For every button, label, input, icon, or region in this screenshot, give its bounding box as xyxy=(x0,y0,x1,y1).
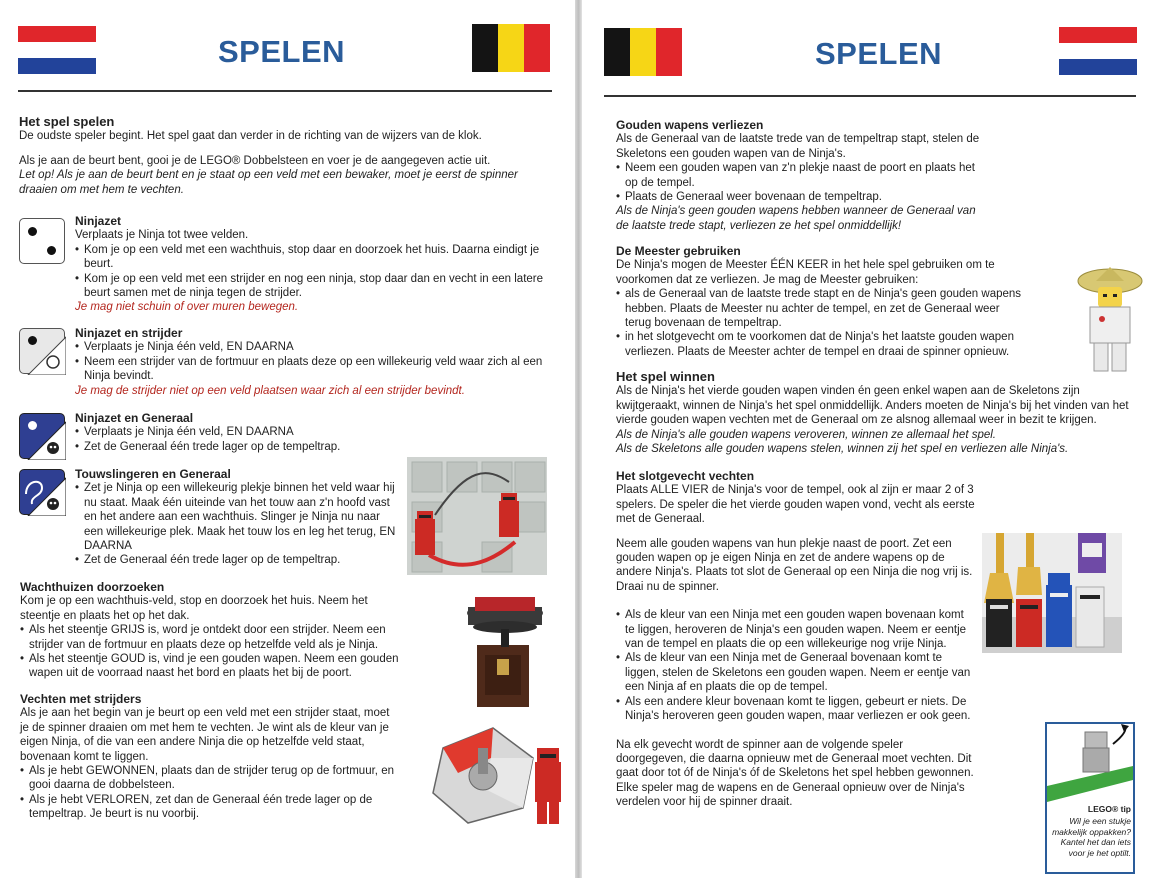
list-item: • Als je hebt GEWONNEN, plaats dan de strijder terug op de fortmuur, en gooi daarna de dobbelsteen. xyxy=(20,764,400,793)
action-touwslingeren xyxy=(75,467,399,568)
section-text: Plaats ALLE VIER de Ninja's voor de tempel, ook al zijn er maar 2 of 3 spelers. De speler die het vierde gouden wapen vond, vecht als eerste met de Generaal. xyxy=(616,484,975,526)
list-item: • Als je hebt VERLOREN, zet dan de Generaal één trede lager op de tempeltrap. Je beurt is nu voorbij. xyxy=(20,793,400,822)
lego-tip-illustration xyxy=(1047,724,1133,804)
section-text: Als de Ninja's het vierde gouden wapen vinden én geen enkel wapen aan de Skeletons zijn kwijtgeraakt, winnen de Ninja's het spel onmiddellijk. Anders moeten de Ninja's bij het vinden van het vierde gouden wapen vechten met de Generaal om ze alsnog allemaal weer in bezit te krijgen. xyxy=(616,385,1129,427)
list-item: • Kom je op een veld met een wachthuis, stop daar en doorzoek het huis. Daarna eindigt je beurt. xyxy=(75,243,545,272)
section-text: Als je aan het begin van je beurt op een veld met een strijder staat, moet je de spinner draaien om met hem te vechten. Je wint als de kleur van je eigen Ninja, of die van een andere Ninja die op hetzelfde veld staat, bovenaan komt te liggen. xyxy=(20,707,390,763)
section-text: Neem alle gouden wapens van hun plekje naast de poort. Zet een gouden wapen op je eigen Ninja en zet de andere wapens op de andere Ninja's. Plaats tot slot de Generaal op een Ninja die nog vrij is. Draai nu de spinner. xyxy=(616,537,973,593)
spinner-illustration xyxy=(423,718,568,830)
dutch-flag-icon xyxy=(1059,27,1137,75)
dice-ninja-warrior-icon xyxy=(19,328,65,374)
list-item: • Plaats de Generaal weer bovenaan de tempeltrap. xyxy=(616,190,986,204)
list-item: • Zet de Generaal één trede lager op de tempeltrap. xyxy=(75,553,399,567)
action-heading: Touwslingeren en Generaal xyxy=(75,467,231,481)
belgian-flag-icon xyxy=(472,24,550,72)
action-heading: Ninjazet xyxy=(75,214,122,228)
section-text: De Ninja's mogen de Meester ÉÉN KEER in het hele spel gebruiken om te voorkomen dat ze verliezen. Je mag de Meester gebruiken: xyxy=(616,259,995,286)
action-heading: Ninjazet en Generaal xyxy=(75,411,194,425)
wachthuizen-section xyxy=(20,580,400,681)
guardhouse-illustration xyxy=(465,593,547,711)
section-heading: Gouden wapens verliezen xyxy=(616,118,764,132)
vechten-section xyxy=(20,692,400,822)
list-item: • Verplaats je Ninja één veld, EN DAARNA xyxy=(75,425,545,439)
dice-rope-general-icon xyxy=(19,469,65,515)
list-item: • Neem een gouden wapen van z'n plekje naast de poort en plaats het op de tempel. xyxy=(616,161,986,190)
slotgevecht-section xyxy=(616,469,976,810)
section-heading: Het spel winnen xyxy=(616,369,715,384)
left-page xyxy=(0,0,575,878)
action-heading: Ninjazet en strijder xyxy=(75,326,183,340)
tip-text: Wil je een stukje makkelijk oppakken? Kantel het dan iets voor je het optilt. xyxy=(1052,816,1131,858)
list-item: • Verplaats je Ninja één veld, EN DAARNA xyxy=(75,340,545,354)
section-heading: De Meester gebruiken xyxy=(616,244,741,258)
list-item: • als de Generaal van de laatste trede stapt en de Ninja's geen gouden wapens hebben. Plaats de Meester nu achter de tempel, en zet de Generaal weer terug bovenaan de tempeltrap. xyxy=(616,287,1028,330)
list-item: • Zet de Generaal één trede lager op de tempeltrap. xyxy=(75,440,545,454)
header-divider xyxy=(18,90,552,92)
meester-section xyxy=(616,244,1028,359)
gouden-wapens-section xyxy=(616,118,986,233)
section-heading: Vechten met strijders xyxy=(20,692,142,706)
action-note: Je mag niet schuin of over muren bewegen. xyxy=(75,301,299,314)
dice-two-icon xyxy=(19,218,65,264)
section-heading: Wachthuizen doorzoeken xyxy=(20,580,165,594)
page-title: SPELEN xyxy=(815,36,943,71)
list-item: • Neem een strijder van de fortmuur en plaats deze op een willekeurig veld waar zich al een Ninja bevindt. xyxy=(75,355,545,384)
master-minifig-illustration xyxy=(1076,265,1144,373)
dice-ninja-general-icon xyxy=(19,413,65,459)
belgian-flag-icon xyxy=(604,28,682,76)
list-item: • in het slotgevecht om te voorkomen dat de Ninja's het laatste gouden wapen verliezen. Plaats de Meester achter de tempel en draai de spinner opnieuw. xyxy=(616,330,1028,359)
right-page xyxy=(582,0,1157,878)
section-heading: Het slotgevecht vechten xyxy=(616,469,755,483)
section-heading: Het spel spelen xyxy=(19,114,115,129)
section-text: Kom je op een wachthuis-veld, stop en doorzoek het huis. Neem het steentje en plaats het op het dak. xyxy=(20,595,368,622)
list-item: • Als de kleur van een Ninja met de Generaal bovenaan komt te liggen, stelen de Skeletons een gouden wapen. Neem er eentje van een Ninja af en plaats die op de tempel. xyxy=(616,651,976,694)
section-note: Als de Ninja's geen gouden wapens hebben wanneer de Generaal van de laatste trede stapt, verliezen ze het spel onmiddellijk! xyxy=(616,205,976,232)
list-item: • Als een andere kleur bovenaan komt te liggen, gebeurt er niets. De Ninja's heroveren geen gouden wapen, maar verliezen er ook geen. xyxy=(616,695,976,724)
list-item: • Als het steentje GOUD is, vind je een gouden wapen. Neem een gouden wapen uit de voorraad naast het bord en plaats het bij de poort. xyxy=(20,652,400,681)
dutch-flag-icon xyxy=(18,26,96,74)
intro-text: Als je aan de beurt bent, gooi je de LEGO® Dobbelsteen en voer je de aangegeven actie uit. xyxy=(19,154,491,167)
intro-section xyxy=(19,115,559,197)
section-text: Als de Generaal van de laatste trede van de tempeltrap stapt, stelen de Skeletons een gouden wapen van de Ninja's. xyxy=(616,133,980,160)
list-item: • Kom je op een veld met een strijder en nog een ninja, stop daar dan en vecht in een latere beurt samen met de ninja tegen de strijder. xyxy=(75,272,545,301)
action-ninjazet-generaal xyxy=(75,411,545,454)
header-divider xyxy=(604,95,1136,97)
section-note: Als de Skeletons alle gouden wapens stelen, winnen zij het spel en verliezen alle Ninja's. xyxy=(616,443,1069,456)
tip-label: LEGO® tip xyxy=(1087,804,1131,814)
action-note: Je mag de strijder niet op een veld plaatsen waar zich al een strijder bevindt. xyxy=(75,384,465,397)
action-ninjazet-strijder xyxy=(75,326,545,398)
section-note: Als de Ninja's alle gouden wapens veroveren, winnen ze allemaal het spel. xyxy=(616,428,997,441)
ninjas-golden-weapons-illustration xyxy=(982,533,1122,653)
lego-tip-box xyxy=(1045,722,1135,874)
list-item: • Als het steentje GRIJS is, word je ontdekt door een strijder. Neem een strijder van de fortmuur en plaats deze op hetzelfde veld als je Ninja. xyxy=(20,623,400,652)
page-title: SPELEN xyxy=(218,34,346,69)
section-text: Na elk gevecht wordt de spinner aan de volgende speler doorgegeven, die daarna opnieuw met de Generaal moet vechten. Dit gaat door tot óf de Ninja's óf de Skeletons het spel hebben gewonnen. Elke speler mag de wapens en de Generaal opnieuw over de Ninja's verdelen voor hij de spinner draait. xyxy=(616,738,974,809)
rope-swing-illustration xyxy=(407,457,547,575)
intro-note: Let op! Als je aan de beurt bent en je staat op een veld met een bewaker, moet je eerst de spinner draaien om met hem te vechten. xyxy=(19,169,518,196)
list-item: • Als de kleur van een Ninja met een gouden wapen bovenaan komt te liggen, heroveren de Ninja's een gouden wapen. Neem er eentje van de tempel en plaats die op een willekeurige nog vrije Ninja. xyxy=(616,608,976,651)
action-ninjazet xyxy=(75,214,545,315)
book-spine xyxy=(575,0,582,878)
list-item: • Zet je Ninja op een willekeurig plekje binnen het veld waar hij nu staat. Maak één uiteinde van het touw aan z'n hoofd vast en het andere aan een wachthuis. Slinger je Ninja nu naar een willekeurige plek. Maak het touw los en leg het terug, EN DAARNA xyxy=(75,481,399,553)
action-text: Verplaats je Ninja tot twee velden. xyxy=(75,229,249,242)
winnen-section xyxy=(616,370,1136,456)
intro-text: De oudste speler begint. Het spel gaat dan verder in de richting van de wijzers van de klok. xyxy=(19,130,482,143)
